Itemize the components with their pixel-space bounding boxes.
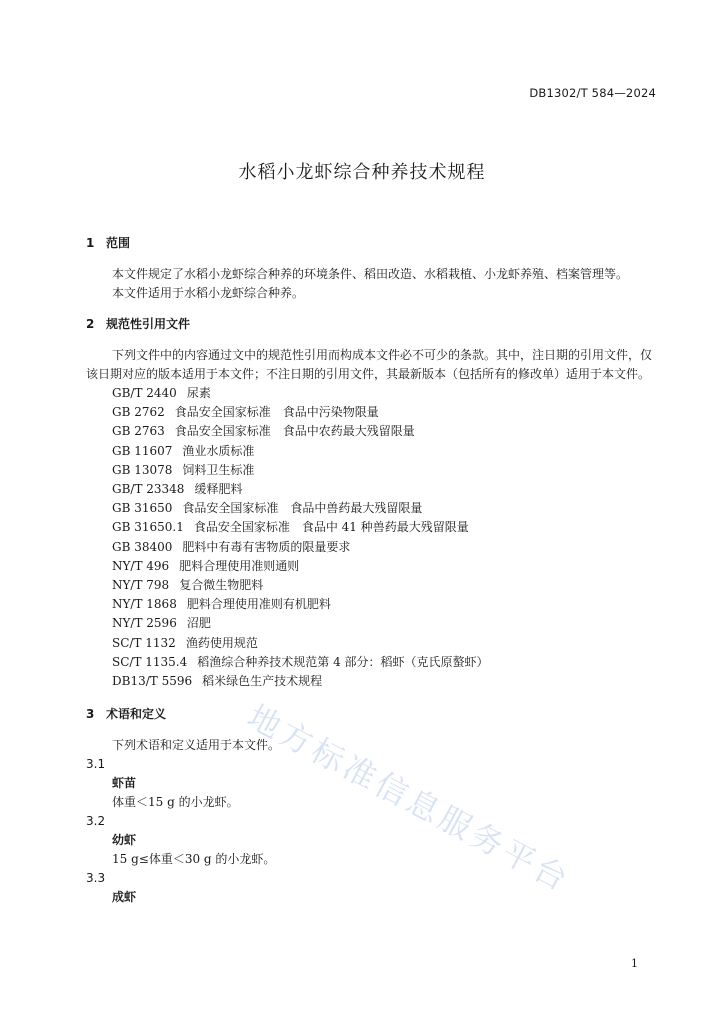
reference-item: GB 2763 食品安全国家标准 食品中农药最大残留限量 [112, 424, 415, 439]
reference-item: NY/T 496 肥料合理使用准则通则 [112, 558, 300, 573]
reference-item: NY/T 1868 肥料合理使用准则有机肥料 [112, 597, 331, 612]
section-title: 规范性引用文件 [106, 317, 191, 331]
term-name: 成虾 [112, 890, 137, 905]
reference-item: GB 31650.1 食品安全国家标准 食品中 41 种兽药最大残留限量 [112, 520, 469, 535]
standard-code: DB1302/T 584—2024 [529, 86, 656, 100]
references-intro: 下列文件中的内容通过文中的规范性引用而构成本文件必不可少的条款。其中，注日期的引用文件，仅该日期对应的版本适用于本文件；不注日期的引用文件，其最新版本（包括所有的修改单）适用于本文件。 [86, 348, 653, 381]
watermark: 地方标准信息服务平台 [241, 697, 578, 900]
term-number: 3.3 [86, 871, 106, 886]
document-body [86, 234, 658, 907]
section-number: 3 [86, 707, 95, 722]
term-definition: 15 g≤体重＜30 g 的小龙虾。 [112, 852, 276, 867]
section-3-heading [86, 705, 658, 724]
reference-item: DB13/T 5596 稻米绿色生产技术规程 [112, 674, 323, 689]
reference-item: GB/T 23348 缓释肥料 [112, 482, 243, 497]
term-number: 3.2 [86, 814, 106, 829]
term-definition: 体重＜15 g 的小龙虾。 [112, 795, 239, 810]
term-number: 3.1 [86, 757, 106, 772]
reference-item: GB 13078 饲料卫生标准 [112, 462, 255, 477]
section-number: 2 [86, 317, 95, 331]
reference-item: NY/T 2596 沼肥 [112, 616, 211, 631]
reference-item: GB 31650 食品安全国家标准 食品中兽药最大残留限量 [112, 501, 423, 516]
section-number: 1 [86, 236, 95, 250]
scope-paragraph: 本文件规定了水稻小龙虾综合种养的环境条件、稻田改造、水稻栽植、小龙虾养殖、档案管理等。 [112, 267, 629, 281]
reference-item: GB/T 2440 尿素 [112, 386, 211, 400]
reference-item: SC/T 1132 渔药使用规范 [112, 635, 258, 650]
reference-item: GB 2762 食品安全国家标准 食品中污染物限量 [112, 405, 379, 420]
scope-paragraph: 本文件适用于水稻小龙虾综合种养。 [112, 286, 305, 300]
reference-item: GB 11607 渔业水质标准 [112, 443, 255, 458]
reference-item: NY/T 798 复合微生物肥料 [112, 578, 264, 593]
section-title: 范围 [106, 236, 131, 250]
section-title: 术语和定义 [106, 707, 167, 722]
reference-item: SC/T 1135.4 稻渔综合种养技术规范第 4 部分：稻虾（克氏原螯虾） [112, 654, 489, 669]
term-name: 幼虾 [112, 833, 137, 848]
document-title: 水稻小龙虾综合种养技术规程 [238, 162, 486, 183]
section-2-heading [86, 315, 658, 334]
section-1-heading [86, 234, 658, 253]
reference-item: GB 38400 肥料中有毒有害物质的限量要求 [112, 539, 351, 554]
page-number: 1 [631, 957, 638, 970]
term-name: 虾苗 [112, 776, 137, 791]
terms-intro: 下列术语和定义适用于本文件。 [112, 738, 281, 753]
reference-list [86, 384, 658, 691]
